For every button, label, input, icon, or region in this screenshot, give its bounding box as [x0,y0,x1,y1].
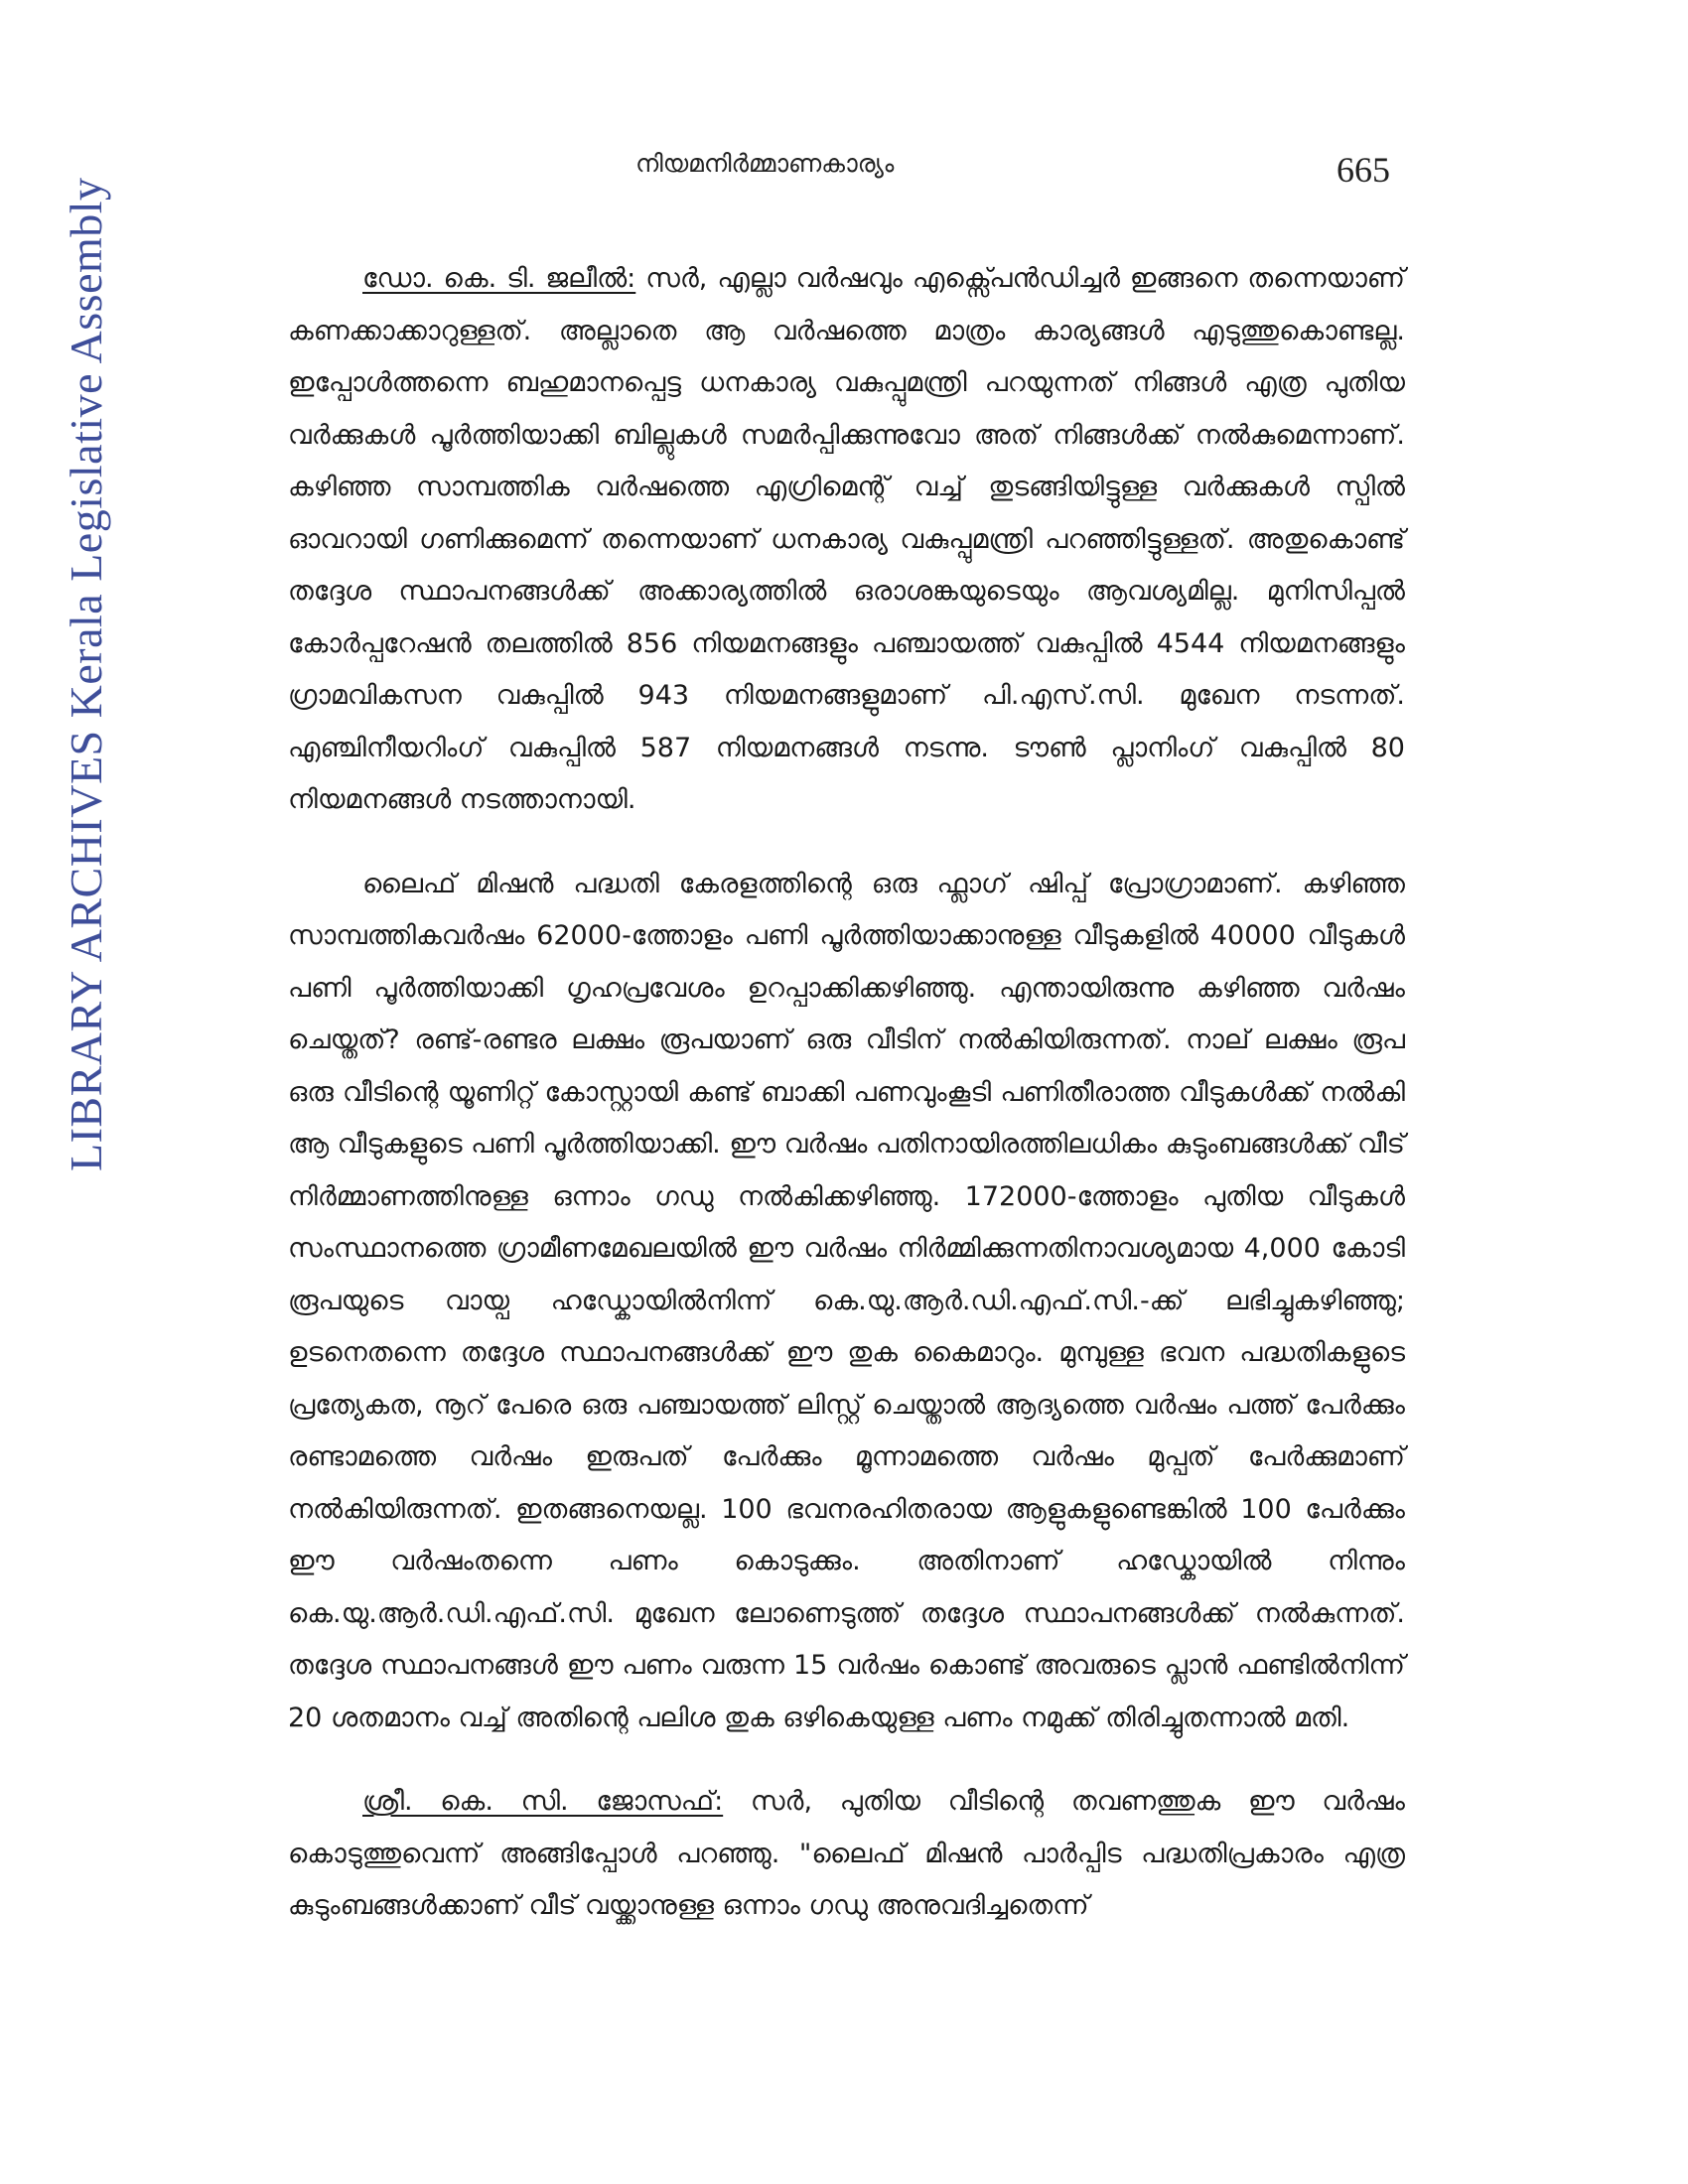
paragraph [288,253,1405,827]
speaker-name: ഡോ. കെ. ടി. ജലീൽ: [362,263,636,294]
speaker-name: ശ്രീ. കെ. സി. ജോസഫ്: [362,1786,724,1817]
running-header-title: നിയമനിർമ്മാണകാര്യം [635,149,895,178]
paragraph-text: സർ, പുതിയ വീടിന്റെ തവണത്തുക ഈ വർഷം കൊടുത്തുവെന്ന് അങ്ങിപ്പോൾ പറഞ്ഞു. "ലൈഫ് മിഷൻ പാർപ്പിട പദ്ധതിപ്രകാരം എത്ര കുടുംബങ്ങൾക്കാണ് വീട് വയ്ക്കാനുള്ള ഒന്നാം ഗഡു അനുവദിച്ചതെന്ന് [288,1786,1405,1921]
paragraph-text: സർ, എല്ലാ വർഷവും എക്സ്പെൻഡിച്ചർ ഇങ്ങനെ തന്നെയാണ് കണക്കാക്കാറുള്ളത്. അല്ലാതെ ആ വർഷത്തെ മാത്രം കാര്യങ്ങൾ എടുത്തുകൊണ്ടല്ല. ഇപ്പോൾത്തന്നെ ബഹുമാനപ്പെട്ട ധനകാര്യ വകുപ്പുമന്ത്രി പറയുന്നത് നിങ്ങൾ എത്ര പുതിയ വർക്കുകൾ പൂർത്തിയാക്കി ബില്ലുകൾ സമർപ്പിക്കുന്നുവോ അത് നിങ്ങൾക്ക് നൽകുമെന്നാണ്. കഴിഞ്ഞ സാമ്പത്തിക വർഷത്തെ എഗ്രിമെന്റ് വച്ച് തുടങ്ങിയിട്ടുള്ള വർക്കുകൾ സ്പിൽ ഓവറായി ഗണിക്കുമെന്ന് തന്നെയാണ് ധനകാര്യ വകുപ്പുമന്ത്രി പറഞ്ഞിട്ടുള്ളത്. അതുകൊണ്ട് തദ്ദേശ സ്ഥാപനങ്ങൾക്ക് അക്കാര്യത്തിൽ ഒരാശങ്കയുടെയും ആവശ്യമില്ല. മുനിസിപ്പൽ കോർപ്പറേഷൻ തലത്തിൽ 856 നിയമനങ്ങളും പഞ്ചായത്ത് വകുപ്പിൽ 4544 നിയമനങ്ങളും ഗ്രാമവികസന വകുപ്പിൽ 943 നിയമനങ്ങളുമാണ് പി.എസ്.സി. മുഖേന നടന്നത്. എഞ്ചിനീയറിംഗ് വകുപ്പിൽ 587 നിയമനങ്ങൾ നടന്നു. ടൗൺ പ്ലാനിംഗ് വകുപ്പിൽ 80 നിയമനങ്ങൾ നടത്താനായി. [288,263,1405,815]
paragraph [288,1776,1405,1933]
paragraph-text: ലൈഫ് മിഷൻ പദ്ധതി കേരളത്തിന്റെ ഒരു ഫ്ലാഗ് ഷിപ്പ് പ്രോഗ്രാമാണ്. കഴിഞ്ഞ സാമ്പത്തികവർഷം 62000-ത്തോളം പണി പൂർത്തിയാക്കാനുള്ള വീടുകളിൽ 40000 വീടുകൾ പണി പൂർത്തിയാക്കി ഗൃഹപ്രവേശം ഉറപ്പാക്കിക്കഴിഞ്ഞു. എന്തായിരുന്നു കഴിഞ്ഞ വർഷം ചെയ്തത്? രണ്ട്-രണ്ടര ലക്ഷം രൂപയാണ് ഒരു വീടിന് നൽകിയിരുന്നത്. നാല് ലക്ഷം രൂപ ഒരു വീടിന്റെ യൂണിറ്റ് കോസ്റ്റായി കണ്ട് ബാക്കി പണവുംകൂടി പണിതീരാത്ത വീടുകൾക്ക് നൽകി ആ വീടുകളുടെ പണി പൂർത്തിയാക്കി. ഈ വർഷം പതിനായിരത്തിലധികം കുടുംബങ്ങൾക്ക് വീട് നിർമ്മാണത്തിനുള്ള ഒന്നാം ഗഡു നൽകിക്കഴിഞ്ഞു. 172000-ത്തോളം പുതിയ വീടുകൾ സംസ്ഥാനത്തെ ഗ്രാമീണമേഖലയിൽ ഈ വർഷം നിർമ്മിക്കുന്നതിനാവശ്യമായ 4,000 കോടി രൂപയുടെ വായ്പ ഹഡ്കോയിൽനിന്ന് കെ.യു.ആർ.ഡി.എഫ്.സി.-ക്ക് ലഭിച്ചുകഴിഞ്ഞു; ഉടനെതന്നെ തദ്ദേശ സ്ഥാപനങ്ങൾക്ക് ഈ തുക കൈമാറും. മുമ്പുള്ള ഭവന പദ്ധതികളുടെ പ്രത്യേകത, നൂറ് പേരെ ഒരു പഞ്ചായത്ത് ലിസ്റ്റ് ചെയ്താൽ ആദ്യത്തെ വർഷം പത്ത് പേർക്കും രണ്ടാമത്തെ വർഷം ഇരുപത് പേർക്കും മൂന്നാമത്തെ വർഷം മുപ്പത് പേർക്കുമാണ് നൽകിയിരുന്നത്. ഇതങ്ങനെയല്ല. 100 ഭവനരഹിതരായ ആളുകളുണ്ടെങ്കിൽ 100 പേർക്കും ഈ വർഷംതന്നെ പണം കൊടുക്കും. അതിനാണ് ഹഡ്കോയിൽ നിന്നും കെ.യു.ആർ.ഡി.എഫ്.സി. മുഖേന ലോണെടുത്ത് തദ്ദേശ സ്ഥാപനങ്ങൾക്ക് നൽകുന്നത്. തദ്ദേശ സ്ഥാപനങ്ങൾ ഈ പണം വരുന്ന 15 വർഷം കൊണ്ട് അവരുടെ പ്ലാൻ ഫണ്ടിൽനിന്ന് 20 ശതമാനം വച്ച് അതിന്റെ പലിശ തുക ഒഴികെയുള്ള പണം നമുക്ക് തിരിച്ചുതന്നാൽ മതി. [288,868,1405,1733]
body-text [288,253,1405,1965]
page-number: 665 [1336,150,1390,190]
paragraph [288,859,1405,1745]
archive-watermark: LIBRARY ARCHIVES Kerala Legislative Assembly [61,177,111,1171]
